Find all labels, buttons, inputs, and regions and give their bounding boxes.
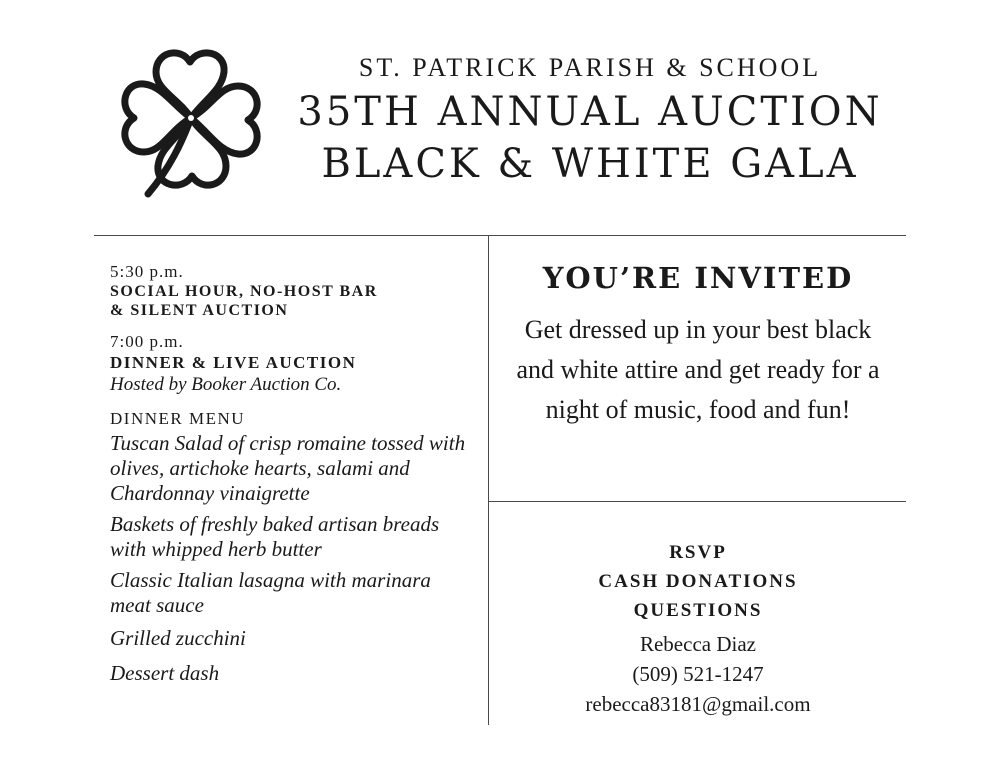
contact-email-link[interactable]: rebecca83181@gmail.com: [585, 692, 811, 716]
schedule-title: SOCIAL HOUR, NO-HOST BAR: [110, 283, 378, 300]
menu-item: Baskets of freshly baked artisan breads with whipped herb butter: [110, 512, 440, 561]
center-divider: [488, 235, 489, 725]
menu-item: Dessert dash: [110, 661, 220, 685]
schedule-item-social: [110, 262, 470, 320]
invitation-text: Get dressed up in your best black and white attire and get ready for a night of music, food and fun!: [516, 315, 880, 424]
schedule-item-dinner: [110, 332, 470, 397]
menu-item: Classic Italian lasagna with marinara meat sauce: [110, 568, 431, 617]
cash-donations-heading: CASH DONATIONS: [598, 571, 798, 592]
schedule-title: DINNER & LIVE AUCTION: [110, 353, 357, 372]
menu-item: Tuscan Salad of crisp romaine tossed with olives, artichoke hearts, salami and Chardonnay vinaigrette: [110, 431, 466, 505]
event-title-line1: 35TH ANNUAL AUCTION: [297, 89, 883, 135]
contact-phone[interactable]: (509) 521-1247: [632, 662, 764, 686]
schedule-and-menu: [110, 262, 470, 686]
questions-heading: QUESTIONS: [633, 600, 763, 621]
contact-name: Rebecca Diaz: [639, 632, 756, 656]
rsvp-panel: [490, 538, 906, 719]
event-title-line2: BLACK & WHITE GALA: [321, 141, 859, 187]
invitation-heading: YOU’RE INVITED: [542, 261, 854, 295]
schedule-note: Hosted by Booker Auction Co.: [110, 374, 342, 395]
top-divider: [94, 235, 906, 236]
menu-label: DINNER MENU: [110, 409, 246, 428]
organization-name: ST. PATRICK PARISH & SCHOOL: [358, 53, 822, 82]
four-leaf-clover-icon: [108, 38, 274, 204]
invitation-panel: [490, 258, 906, 430]
menu-item: Grilled zucchini: [110, 626, 246, 650]
schedule-time: 5:30 p.m.: [110, 262, 184, 281]
right-divider: [488, 501, 906, 502]
schedule-time: 7:00 p.m.: [110, 332, 184, 351]
schedule-title: & SILENT AUCTION: [110, 302, 289, 319]
contact-email-row: [490, 689, 906, 719]
event-header: [280, 50, 900, 190]
rsvp-heading: RSVP: [669, 542, 727, 563]
